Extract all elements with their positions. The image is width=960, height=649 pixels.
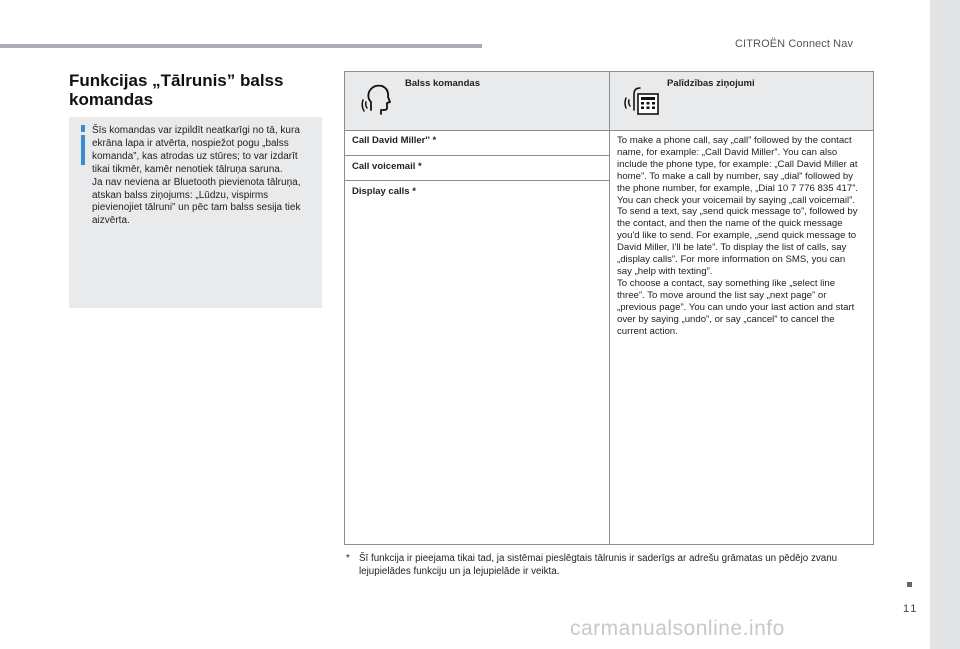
command-display-calls: Display calls * (352, 186, 416, 197)
section-title: Funkcijas „Tālrunis” balss komandas (69, 71, 284, 109)
command-call-contact: Call David Miller'' * (345, 131, 609, 156)
info-text: Šīs komandas var izpildīt neatkarīgi no tā, kura ekrāna lapa ir atvērta, nospiežot pogu „balss komanda”, kas atrodas uz stūres; to var izdarīt tikai tikmēr, kamēr nenotiek tālruņa saruna. Ja nav neviena ar Bluetooth pievienota tālruņa, atskan balss ziņojums: „Lūdzu, vispirms pievienojiet tālruni” un pēc tam balss sesija tiek aizvērta. (92, 125, 301, 227)
voice-commands-table (344, 71, 874, 545)
commands-column (345, 131, 610, 544)
table-header-commands-label: Balss komandas (405, 78, 480, 89)
page-marker (907, 582, 912, 587)
voice-command-icon (357, 80, 397, 120)
info-box (69, 117, 322, 308)
help-column (610, 131, 873, 544)
table-header-help (610, 72, 873, 131)
page-number: 11 (903, 603, 919, 615)
table-header-commands (345, 72, 610, 131)
table-header-help-label: Palīdzības ziņojumi (667, 78, 755, 89)
info-icon (81, 125, 85, 132)
command-call-voicemail: Call voicemail * (345, 156, 609, 181)
watermark: carmanualsonline.info (570, 617, 785, 640)
footnote-text: Šī funkcija ir pieejama tikai tad, ja sistēmai pieslēgtais tālrunis ir saderīgs ar adrešu grāmatas un pēdējo zvanu lejupielādes funkciju un ja lejupielāde ir veikta. (359, 553, 838, 577)
help-message-icon (622, 80, 662, 120)
footnote-marker: * (346, 553, 350, 564)
info-icon-stem (81, 135, 85, 165)
help-text: To make a phone call, say „call” followed by the contact name, for example: „Call David Miller”. You can also include the phone type, for example: „Call David Miller at home”. To make a call by number, say „dial” followed by the phone number, for example, „Dial 10 7 776 835 417”. You can check your voicemail by saying „call voicemail”. To send a text, say „send quick message to”, followed by the contact, and then the name of the quick message you'd like to send. For example, „send quick message to David Miller, I'll be late”. To display the list of calls, say „display calls”. For more information on SMS, you can say „help with texting”. To choose a contact, say something like „select line three”. To move around the list say „next page” or „previous page”. You can undo your last action and start over by saying „undo”, or say „cancel” to cancel the current action. (617, 135, 859, 337)
header-brand: CITROËN Connect Nav (735, 38, 854, 50)
header-rule (0, 44, 482, 48)
page-side-band (930, 0, 960, 649)
